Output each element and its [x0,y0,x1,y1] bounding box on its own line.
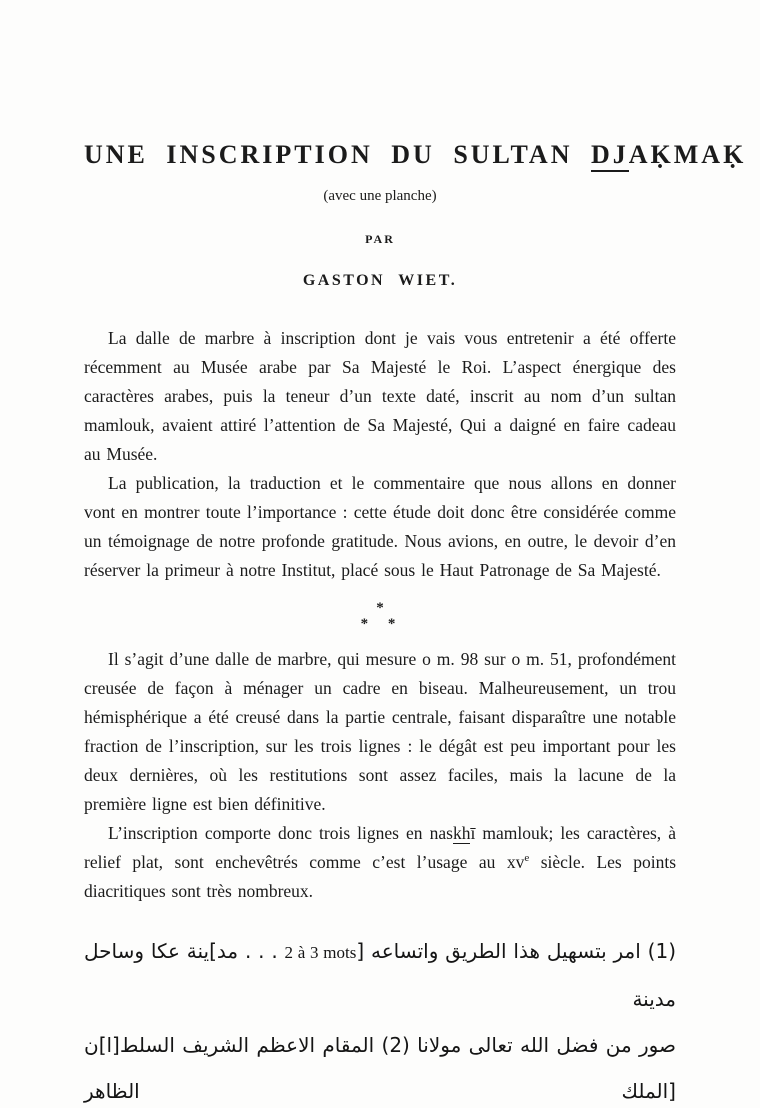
paragraph-publication: La publication, la traduction et le commentaire que nous allons en donner vont en montrer toute l’importance : cette étude doit donc être considérée comme un témoignage de notre profonde gratitude. Nous avions, en outre, le devoir d’en réserver la primeur à notre Institut, placé sous le Haut Patronage de Sa Majesté. [84,473,676,580]
arabic-line1-lacuna-note: 2 à 3 mots [284,943,357,962]
paragraph-description-dalle: Il s’agit d’une dalle de marbre, qui mesure o m. 98 sur o m. 51, profondément creusée de façon à ménager un cadre en biseau. Malheureusement, un trou hémisphérique a été creusé dans la partie centrale, faisant disparaître une notable fraction de l’inscription, sur les trois lignes : le dégât est peu important pour les deux dernières, où les restitutions sont assez faciles, mais la lacune de la première ligne est bien définitive. [84,649,676,814]
asterisk-top: * [376,600,384,616]
arabic-line1-start: (1) امر بتسهيل هذا الطريق واتساعه [ [356,939,677,963]
p4-segment-2: ī mamlouk; les caractères, à relief plat, sont enchevêtrés comme c’est l’usage au xv [84,823,676,872]
arabic-inscription-line-1 [84,928,676,1022]
p4-superscript-e: e [524,852,530,865]
title-segment-pre: UNE INSCRIPTION DU SULTAN [84,140,591,169]
subtitle-planche-note: (avec une planche) [323,188,437,204]
p4-segment-1: L’inscription comporte donc trois lignes en nas [108,823,453,843]
arabic-inscription-line-2: صور من فضل الله تعالى مولانا (2) المقام الاعظم الشريف السلط[ا]ن [الملك الظاهر [84,1033,676,1103]
arabic-line1-end: . . . مد]ينة عكا وساحل مدينة [84,939,676,1011]
author-name: GASTON WIET. [302,272,458,289]
page-title [84,140,747,170]
title-segment-post: AḲMAḲ [628,140,747,169]
p4-segment-3: siècle. Les points diacritiques sont très nombreux. [84,852,677,901]
arabic-inscription-block [84,928,676,1108]
paragraph-naskhi [84,819,676,906]
p4-kh-underlined: kh [452,823,471,843]
asterisk-bottom-pair: * * [360,616,404,632]
asterisk-separator [84,600,676,632]
paragraph-introduction: La dalle de marbre à inscription dont je vais vous entretenir a été offerte récemment au Musée arabe par Sa Majesté le Roi. L’aspect énergique des caractères arabes, puis la teneur d’un texte daté, inscrit au nom d’un sultan mamlouk, avaient attiré l’attention de Sa Majesté, Qui a daigné en faire cadeau au Musée. [84,328,676,464]
title-segment-underlined-dj: DJ [591,140,629,172]
byline-par-label: PAR [365,232,395,246]
